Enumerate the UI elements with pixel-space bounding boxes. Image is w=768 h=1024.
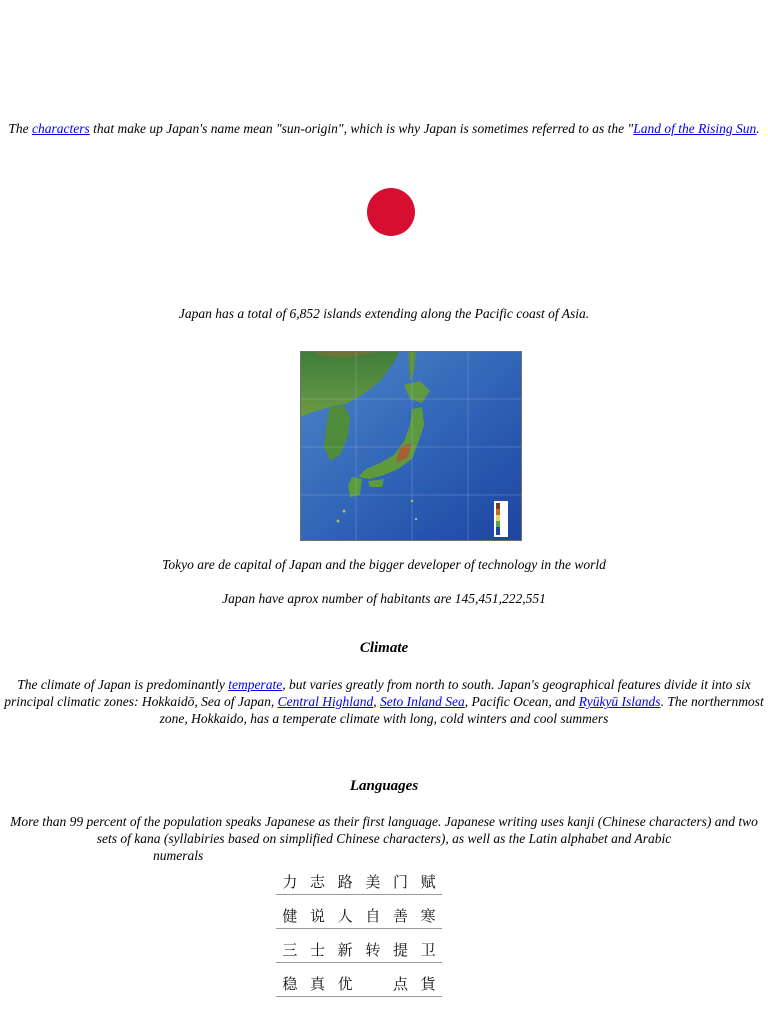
land-of-rising-sun-link[interactable]: Land of the Rising Sun <box>633 121 757 136</box>
kanji-character: 健 <box>276 906 304 929</box>
kanji-character: 貨 <box>414 974 442 997</box>
climate-text-1: The climate of Japan is predominantly <box>17 677 229 692</box>
temperate-link[interactable]: temperate <box>228 677 283 692</box>
relief-map-image <box>300 351 522 541</box>
climate-text-3: , <box>373 694 380 709</box>
intro-text-3: . <box>756 121 760 136</box>
kanji-character: 力 <box>276 872 304 895</box>
kanji-character: 路 <box>331 872 359 895</box>
kanji-character: 寒 <box>414 906 442 929</box>
ryukyu-islands-link[interactable]: Ryūkyū Islands <box>578 694 661 709</box>
kanji-character: 三 <box>276 940 304 963</box>
intro-text-2: that make up Japan's name mean "sun-origin", which is why Japan is sometimes referred to as the " <box>89 121 634 136</box>
languages-paragraph <box>0 813 768 864</box>
tokyo-paragraph: Tokyo are de capital of Japan and the bigger developer of technology in the world <box>162 557 606 572</box>
intro-text-1: The <box>8 121 32 136</box>
kanji-character: 人 <box>331 906 359 929</box>
languages-text-last: numerals <box>153 848 204 863</box>
kanji-character: 稳 <box>276 974 304 997</box>
characters-link[interactable]: characters <box>32 121 90 136</box>
kanji-character <box>359 974 387 997</box>
kanji-character: 点 <box>387 974 415 997</box>
kanji-character: 赋 <box>414 872 442 895</box>
climate-paragraph <box>0 676 768 727</box>
islands-paragraph: Japan has a total of 6,852 islands extending along the Pacific coast of Asia. <box>178 306 590 321</box>
rising-sun-disc <box>367 188 415 236</box>
kanji-character: 转 <box>359 940 387 963</box>
japan-relief-map <box>300 351 522 541</box>
central-highland-link[interactable]: Central Highland <box>277 694 374 709</box>
kanji-character: 善 <box>387 906 415 929</box>
kanji-character: 新 <box>331 940 359 963</box>
elevation-scale <box>494 501 508 537</box>
kanji-character: 优 <box>331 974 359 997</box>
kanji-character: 卫 <box>414 940 442 963</box>
languages-heading: Languages <box>349 778 419 794</box>
kanji-character: 士 <box>304 940 332 963</box>
kanji-character: 自 <box>359 906 387 929</box>
kanji-samples-image <box>276 872 442 1002</box>
kanji-character: 志 <box>304 872 332 895</box>
languages-text: More than 99 percent of the population speaks Japanese as their first language. Japanese writing uses kanji (Chinese characters) and two sets of kana (syllabiries based on simplified Chinese characters), as well as the Latin alphabet and Arabic <box>10 814 758 846</box>
seto-inland-sea-link[interactable]: Seto Inland Sea <box>380 694 465 709</box>
kanji-character: 门 <box>387 872 415 895</box>
japan-flag-icon <box>366 187 416 237</box>
climate-text-5: . The northernmost zone, Hokkaido, has a temperate climate with long, cold winters and cool summers <box>159 694 764 726</box>
population-paragraph: Japan have aprox number of habitants are 145,451,222,551 <box>222 591 546 606</box>
climate-text-2: , but varies greatly from north to south. Japan's geographical features divide it into six principal climatic zones: Hokkaidō, Sea of Japan, <box>4 677 751 709</box>
climate-heading: Climate <box>359 640 409 656</box>
kanji-character: 真 <box>304 974 332 997</box>
kanji-character: 提 <box>387 940 415 963</box>
climate-text-4: , Pacific Ocean, and <box>464 694 579 709</box>
intro-paragraph <box>0 120 768 137</box>
kanji-character: 说 <box>304 906 332 929</box>
kanji-character: 美 <box>359 872 387 895</box>
